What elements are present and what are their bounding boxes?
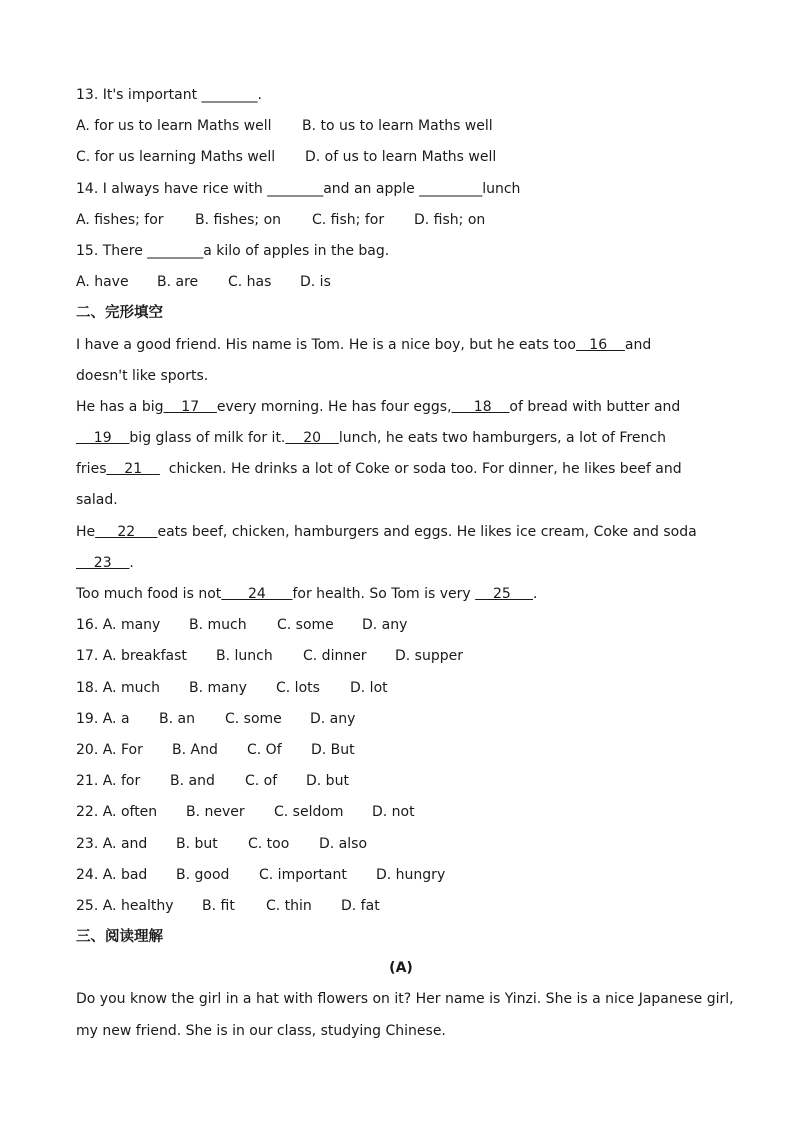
- option-c: C. Of: [247, 741, 282, 758]
- cloze-options-16: [76, 610, 726, 641]
- q14-blank-1: ________: [267, 180, 324, 197]
- option-c: C. too: [248, 835, 290, 852]
- passage-text: Too much food is not: [76, 586, 222, 602]
- option-d: D. lot: [350, 679, 388, 696]
- q14-text-a: 14. I always have rice with: [76, 180, 268, 197]
- passage-text: big glass of milk for it.: [129, 430, 286, 447]
- question-15-options: [76, 267, 726, 298]
- option-d: D. but: [306, 773, 349, 790]
- option-c: C. important: [259, 866, 347, 883]
- q14-text-c: lunch: [482, 180, 521, 197]
- option-a: 23. A. and: [76, 835, 148, 852]
- passage-line-5: [76, 454, 726, 485]
- passage-line-4: [76, 423, 726, 454]
- option-b: B. lunch: [216, 648, 273, 665]
- passage-line-2: [76, 361, 726, 392]
- cloze-options-24: [76, 860, 726, 891]
- passage-text: of bread with butter and: [509, 398, 681, 415]
- question-15-stem: [76, 236, 726, 267]
- passage-text: He: [76, 523, 96, 540]
- cloze-options-17: [76, 641, 726, 672]
- blank-25: 25: [475, 586, 534, 602]
- reading-line-2: my new friend. She is in our class, studying Chinese.: [76, 1022, 446, 1039]
- option-c: C. lots: [276, 679, 320, 696]
- blank-22: 22: [95, 523, 158, 540]
- option-a: A. fishes; for: [76, 211, 164, 228]
- q15-text-a: 15. There: [76, 242, 148, 259]
- option-d: D. But: [311, 741, 355, 758]
- option-a: 20. A. For: [76, 741, 143, 758]
- passage-text: eats beef, chicken, hamburgers and eggs. He likes ice cream, Coke and soda: [157, 523, 697, 540]
- passage-line-8: [76, 548, 726, 579]
- option-b: B. many: [189, 679, 247, 696]
- blank-16: 16: [575, 336, 625, 353]
- q15-text-b: a kilo of apples in the bag.: [203, 242, 390, 259]
- passage-text: every morning. He has four eggs,: [216, 398, 452, 415]
- passage-text: lunch, he eats two hamburgers, a lot of French: [338, 430, 666, 447]
- question-13-options-row-2: [76, 142, 726, 173]
- blank-17: 17: [163, 398, 217, 415]
- option-a: 16. A. many: [76, 617, 161, 634]
- cloze-options-18: [76, 673, 726, 704]
- option-d: D. not: [372, 804, 415, 821]
- option-d: D. also: [319, 835, 368, 852]
- section-2-heading: 二、完形填空: [76, 305, 163, 322]
- option-b: B. fit: [202, 897, 235, 914]
- passage-text: and: [624, 336, 652, 353]
- option-a: A. have: [76, 274, 129, 291]
- cloze-options-19: [76, 704, 726, 735]
- passage-a-label: (A): [389, 960, 413, 977]
- option-b: B. an: [159, 710, 195, 727]
- blank-24: 24: [221, 586, 293, 602]
- option-c: C. of: [245, 773, 278, 790]
- option-d: D. any: [310, 710, 356, 727]
- blank-21: 21: [106, 461, 160, 478]
- option-c: C. some: [225, 710, 282, 727]
- passage-text: fries: [76, 461, 107, 478]
- q15-blank: ________: [147, 242, 204, 259]
- section-3-heading: 三、阅读理解: [76, 929, 163, 946]
- option-c: C. some: [277, 617, 334, 634]
- option-d: D. fish; on: [414, 211, 486, 228]
- option-a: 18. A. much: [76, 679, 161, 696]
- passage-text: doesn't like sports.: [76, 367, 209, 384]
- q14-text-b: and an apple: [323, 180, 420, 197]
- question-14-options: [76, 205, 726, 236]
- passage-line-3: [76, 392, 726, 423]
- cloze-options-21: [76, 766, 726, 797]
- option-b: B. never: [186, 804, 245, 821]
- option-c: C. dinner: [303, 648, 367, 665]
- option-b: B. good: [176, 866, 230, 883]
- passage-text: for health. So Tom is very: [292, 586, 476, 602]
- q14-blank-2: _________: [419, 180, 483, 197]
- option-b: B. to us to learn Maths well: [302, 118, 493, 135]
- option-b: B. fishes; on: [195, 211, 282, 228]
- passage-line-7: [76, 517, 726, 548]
- option-a: 17. A. breakfast: [76, 648, 187, 665]
- option-c: C. seldom: [274, 804, 344, 821]
- passage-text: He has a big: [76, 398, 164, 415]
- option-d: D. is: [300, 274, 331, 291]
- option-b: B. are: [157, 274, 199, 291]
- cloze-options-22: [76, 797, 726, 828]
- passage-line-9: [76, 579, 726, 610]
- blank-18: 18: [451, 398, 510, 415]
- option-a: 25. A. healthy: [76, 897, 174, 914]
- passage-text: .: [533, 586, 538, 602]
- question-13-options-row-1: [76, 111, 726, 142]
- option-c: C. fish; for: [312, 211, 385, 228]
- option-a: 19. A. a: [76, 710, 130, 727]
- passage-line-1: [76, 330, 726, 361]
- reading-line-1: Do you know the girl in a hat with flowers on it? Her name is Yinzi. She is a nice Japanese girl,: [76, 991, 734, 1008]
- cloze-options-20: [76, 735, 726, 766]
- option-a: 22. A. often: [76, 804, 158, 821]
- option-d: D. fat: [341, 897, 380, 914]
- blank-23: 23: [76, 554, 130, 571]
- cloze-options-23: [76, 829, 726, 860]
- option-c: C. has: [228, 274, 272, 291]
- option-b: B. much: [189, 617, 247, 634]
- passage-text: chicken. He drinks a lot of Coke or soda too. For dinner, he likes beef and: [159, 461, 682, 478]
- option-a: 21. A. for: [76, 773, 141, 790]
- blank-19: 19: [76, 430, 130, 447]
- option-b: B. And: [172, 741, 218, 758]
- cloze-options-25: [76, 891, 726, 922]
- option-d: D. of us to learn Maths well: [305, 149, 497, 166]
- option-d: D. any: [362, 617, 408, 634]
- option-b: B. and: [170, 773, 215, 790]
- passage-text: .: [129, 554, 134, 571]
- passage-text: I have a good friend. His name is Tom. He is a nice boy, but he eats too: [76, 336, 576, 353]
- question-14-stem: [76, 174, 726, 205]
- option-d: D. hungry: [376, 866, 446, 883]
- option-c: C. for us learning Maths well: [76, 149, 276, 166]
- passage-line-6: [76, 485, 726, 516]
- option-b: B. but: [176, 835, 218, 852]
- question-13-stem: 13. It's important ________.: [76, 87, 262, 103]
- option-a: 24. A. bad: [76, 866, 148, 883]
- worksheet-page: [76, 80, 734, 1047]
- blank-20: 20: [285, 430, 339, 447]
- passage-text: salad.: [76, 492, 118, 509]
- option-d: D. supper: [395, 648, 463, 665]
- option-c: C. thin: [266, 897, 312, 914]
- option-a: A. for us to learn Maths well: [76, 118, 272, 135]
